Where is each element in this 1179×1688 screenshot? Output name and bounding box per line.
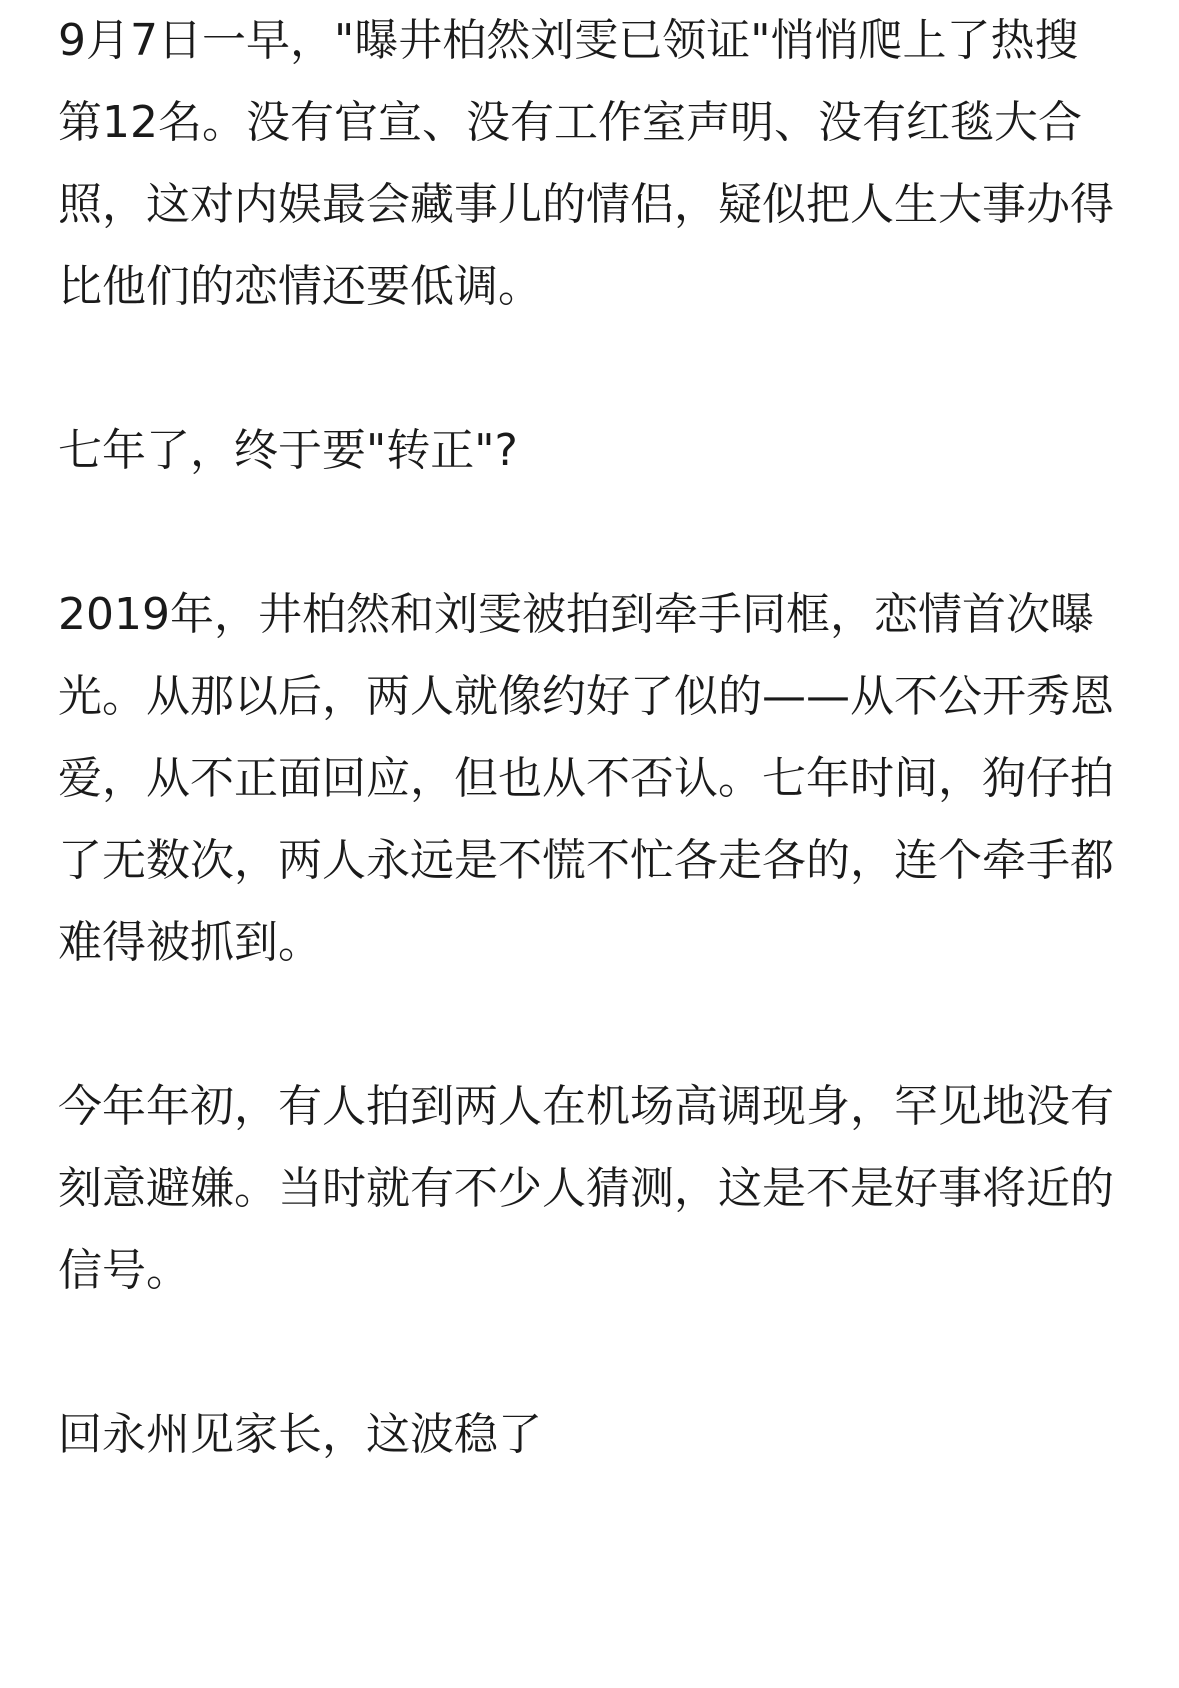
- paragraph-history: 2019年，井柏然和刘雯被拍到牵手同框，恋情首次曝光。从那以后，两人就像约好了似的——从不公开秀恩爱，从不正面回应，但也从不否认。七年时间，狗仔拍了无数次，两人永远是不慌不忙各走各的，连个牵手都难得被抓到。: [58, 589, 1114, 968]
- section-heading-seven-years: 七年了，终于要"转正"?: [58, 425, 518, 476]
- section-heading-meet-parents: 回永州见家长，这波稳了: [58, 1409, 542, 1460]
- article-body: [58, 0, 1122, 1476]
- paragraph-intro: 9月7日一早，"曝井柏然刘雯已领证"悄悄爬上了热搜第12名。没有官宣、没有工作室声明、没有红毯大合照，这对内娱最会藏事儿的情侣，疑似把人生大事办得比他们的恋情还要低调。: [58, 15, 1114, 312]
- paragraph-airport: 今年年初，有人拍到两人在机场高调现身，罕见地没有刻意避嫌。当时就有不少人猜测，这是不是好事将近的信号。: [58, 1081, 1114, 1296]
